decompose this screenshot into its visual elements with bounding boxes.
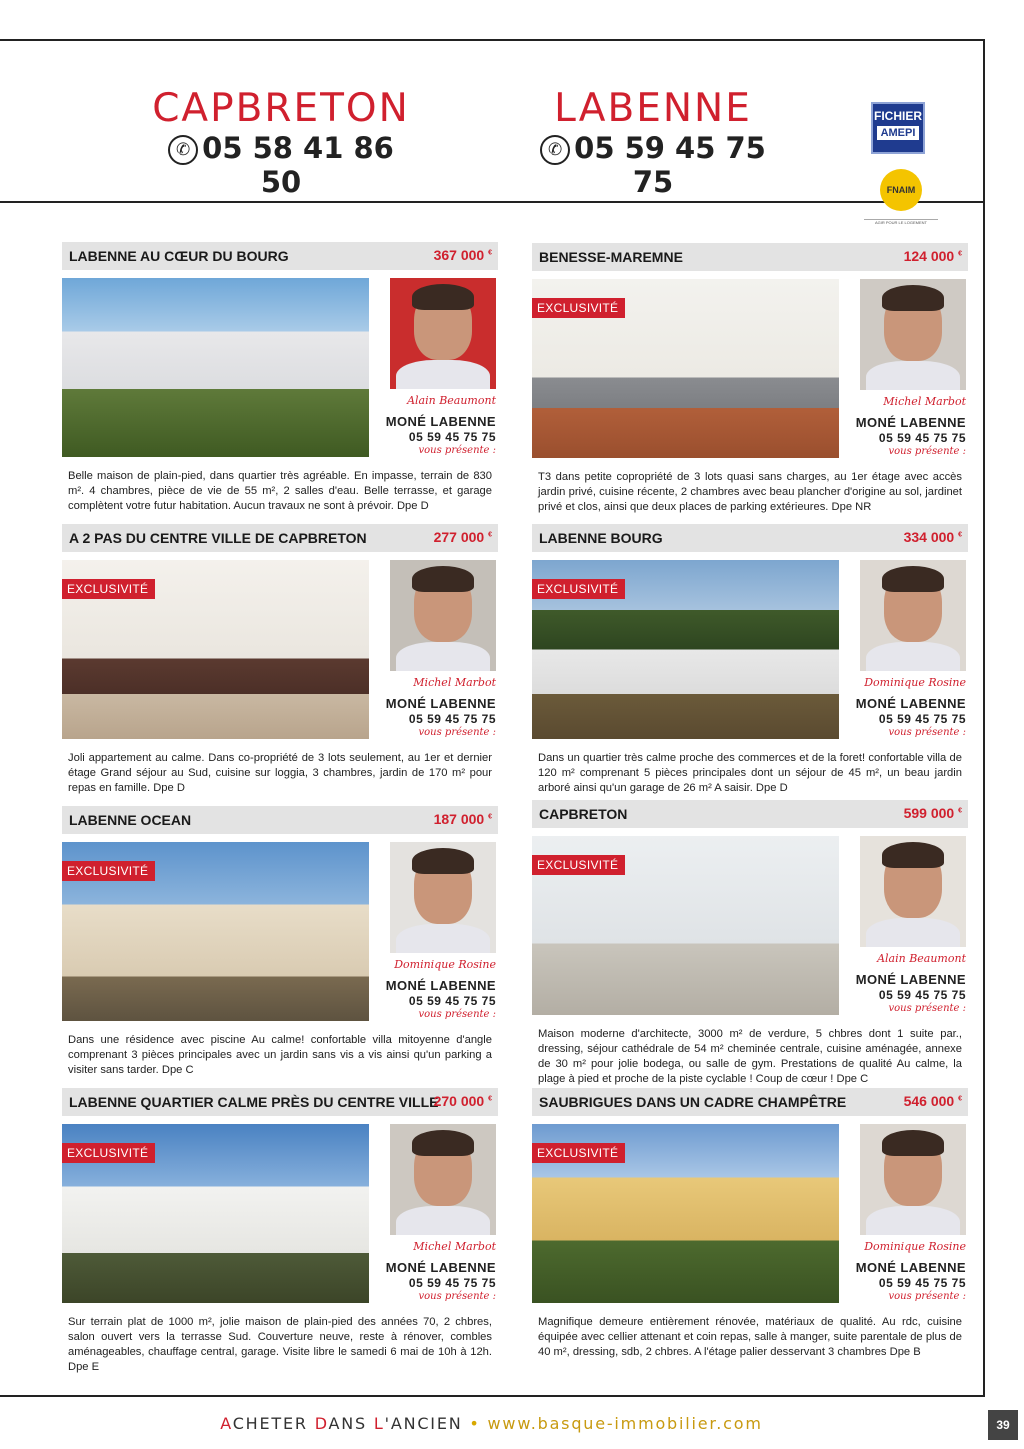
listing-header [62,1088,498,1116]
presents-label: vous présente : [418,1009,496,1020]
agency-name: MONÉ LABENNE [855,1260,966,1275]
property-listing[interactable] [532,1088,968,1388]
agency-phone-number: 05 59 45 75 75 [408,1276,496,1290]
property-listing[interactable] [62,524,498,824]
listing-title: SAUBRIGUES DANS UN CADRE CHAMPÊTRE [539,1094,847,1110]
listing-price: 124 000 € [903,248,962,264]
exclusive-badge: EXCLUSIVITÉ [62,1143,155,1163]
exclusive-badge: EXCLUSIVITÉ [532,579,625,599]
agency-phone-number: 05 59 45 75 75 [878,431,966,445]
fnaim-logo: FNAIM AGIR POUR LE LOGEMENT [870,169,932,215]
property-listing[interactable] [62,806,498,1106]
property-listing[interactable] [62,1088,498,1388]
listing-price: 334 000 € [903,529,962,545]
agent-signature: Dominique Rosine [864,1240,966,1253]
presents-label: vous présente : [418,1291,496,1302]
website-link[interactable]: www.basque-immobilier.com [487,1414,763,1433]
listing-description: Maison moderne d'architecte, 3000 m² de verdure, 5 chbres dont 1 suite par., dressing, séjour cathédrale de 54 m² cheminée centrale, cuisine aménagée, annexe de 30 m² pour jolie bodega, ou salle de gym. Prestations de qualité Au calme, la plage à pied et proche de la piste cyclable ! Coup de cœur ! Dpe C [538,1028,962,1085]
property-photo[interactable] [62,560,369,739]
property-listing[interactable] [62,242,498,542]
footer-tagline: ACHETER DANS L'ANCIEN • www.basque-immobilier.com [220,1414,763,1433]
listing-description: Dans une résidence avec piscine Au calme! confortable villa mitoyenne d'angle comprenant 3 pièces principales avec un jardin sans vis a vis ainsi qu'un parking a visiter sans tarder. Dpe C [68,1034,492,1076]
property-listing[interactable] [532,800,968,1100]
listing-price: 367 000 € [433,247,492,263]
presents-label: vous présente : [418,445,496,456]
agency-phone-number: 05 59 45 75 75 [408,430,496,444]
agency-phone-number: 05 59 45 75 75 [878,1276,966,1290]
agent-signature: Alain Beaumont [877,952,966,965]
listing-title: LABENNE AU CŒUR DU BOURG [69,248,289,264]
listing-title: CAPBRETON [539,806,628,822]
phone-icon: ✆ [540,135,570,165]
listing-description: Joli appartement au calme. Dans co-propriété de 3 lots seulement, au 1er et dernier étage Grand séjour au Sud, cuisine sur loggia, 3 chambres, jardin de 170 m² pour repas en famille. Dpe D [68,752,492,794]
property-photo[interactable] [532,279,839,458]
property-listing[interactable] [532,243,968,543]
listing-title: LABENNE BOURG [539,530,663,546]
agency-phone: ✆ 05 59 45 75 75 [522,131,784,199]
header [0,41,983,225]
agent-photo [390,1124,496,1235]
fichier-amepi-logo: FICHIER AMEPI [871,102,925,154]
listing-header [62,524,498,552]
agency-city: CAPBRETON [152,86,410,131]
agent-signature: Michel Marbot [883,395,966,408]
listing-header [532,243,968,271]
listing-header [62,806,498,834]
listing-description: Sur terrain plat de 1000 m², jolie maison de plain-pied des années 70, 2 chbres, salon ouvert vers la terrasse Sud. Couverture neuve, reste à rénover, combles aménageables, chauffage central, garage. Visite libre le samedi 6 mai de 10h à 12h. Dpe E [68,1316,492,1373]
agency-city: LABENNE [554,86,752,131]
agent-signature: Alain Beaumont [407,394,496,407]
agency-phone-number: 05 59 45 75 75 [408,994,496,1008]
agent-photo [860,560,966,671]
agency-phone-number: 05 59 45 75 75 [878,712,966,726]
agency-name: MONÉ LABENNE [385,696,496,711]
exclusive-badge: EXCLUSIVITÉ [532,1143,625,1163]
page-number: 39 [988,1410,1018,1440]
presents-label: vous présente : [888,1003,966,1014]
phone-icon: ✆ [168,135,198,165]
agency-labenne [522,87,784,199]
agent-photo [860,1124,966,1235]
agent-photo [860,836,966,947]
agent-signature: Michel Marbot [413,1240,496,1253]
property-listing[interactable] [532,524,968,824]
exclusive-badge: EXCLUSIVITÉ [532,855,625,875]
property-photo[interactable] [62,842,369,1021]
agency-name: MONÉ LABENNE [385,1260,496,1275]
listing-price: 277 000 € [433,529,492,545]
listing-title: LABENNE QUARTIER CALME PRÈS DU CENTRE VILLE [69,1094,439,1110]
listing-header [532,1088,968,1116]
agency-name: MONÉ LABENNE [855,972,966,987]
listing-price: 546 000 € [903,1093,962,1109]
property-photo[interactable] [532,836,839,1015]
listing-header [532,524,968,552]
presents-label: vous présente : [888,727,966,738]
agent-signature: Michel Marbot [413,676,496,689]
agency-capbreton [150,87,412,199]
agency-phone-number: 05 59 45 75 75 [878,988,966,1002]
listing-description: Dans un quartier très calme proche des commerces et de la foret! confortable villa de 120 m² comprenant 5 pièces principales dont un séjour de 45 m², un beau jardin arboré ainsi qu'un garage de 26 m² A saisir. Dpe D [538,752,962,794]
agent-photo [390,842,496,953]
agency-phone-number: 05 59 45 75 75 [408,712,496,726]
exclusive-badge: EXCLUSIVITÉ [532,298,625,318]
listing-header [62,242,498,270]
property-photo[interactable] [532,1124,839,1303]
agency-name: MONÉ LABENNE [855,696,966,711]
agent-photo [390,560,496,671]
agency-name: MONÉ LABENNE [385,978,496,993]
agent-signature: Dominique Rosine [394,958,496,971]
listing-title: BENESSE-MAREMNE [539,249,683,265]
listing-price: 599 000 € [903,805,962,821]
property-photo[interactable] [62,1124,369,1303]
presents-label: vous présente : [888,1291,966,1302]
exclusive-badge: EXCLUSIVITÉ [62,579,155,599]
property-photo[interactable] [62,278,369,457]
listing-title: LABENNE OCEAN [69,812,192,828]
listing-description: T3 dans petite copropriété de 3 lots quasi sans charges, au 1er étage avec accès jardin privé, cuisine récente, 2 chambres avec beau plancher d'origine au sol, jardinet privé et clos, ainsi que deux places de parking extérieures. Dpe NR [538,471,962,513]
listing-header [532,800,968,828]
agency-name: MONÉ LABENNE [385,414,496,429]
listing-description: Magnifique demeure entièrement rénovée, matériaux de qualité. Au rdc, cuisine équipée avec cellier attenant et coin repas, salle à manger, suite parentale de plus de 40 m², dressing, sdb, 2 chbres. A l'étage palier desservant 3 chambres Dpe B [538,1316,962,1358]
property-photo[interactable] [532,560,839,739]
presents-label: vous présente : [418,727,496,738]
listing-title: A 2 PAS DU CENTRE VILLE DE CAPBRETON [69,530,367,546]
exclusive-badge: EXCLUSIVITÉ [62,861,155,881]
agent-signature: Dominique Rosine [864,676,966,689]
agent-photo [390,278,496,389]
listing-description: Belle maison de plain-pied, dans quartier très agréable. En impasse, terrain de 830 m². 4 chambres, pièce de vie de 55 m², 2 salles d'eau. Belle terrasse, et garage complètent votre futur habitation. Aucun travaux ne sont à prévoir. Dpe D [68,470,492,512]
agency-name: MONÉ LABENNE [855,415,966,430]
listing-price: 187 000 € [433,811,492,827]
presents-label: vous présente : [888,446,966,457]
agency-phone: ✆ 05 58 41 86 50 [150,131,412,199]
agent-photo [860,279,966,390]
listing-price: 270 000 € [433,1093,492,1109]
